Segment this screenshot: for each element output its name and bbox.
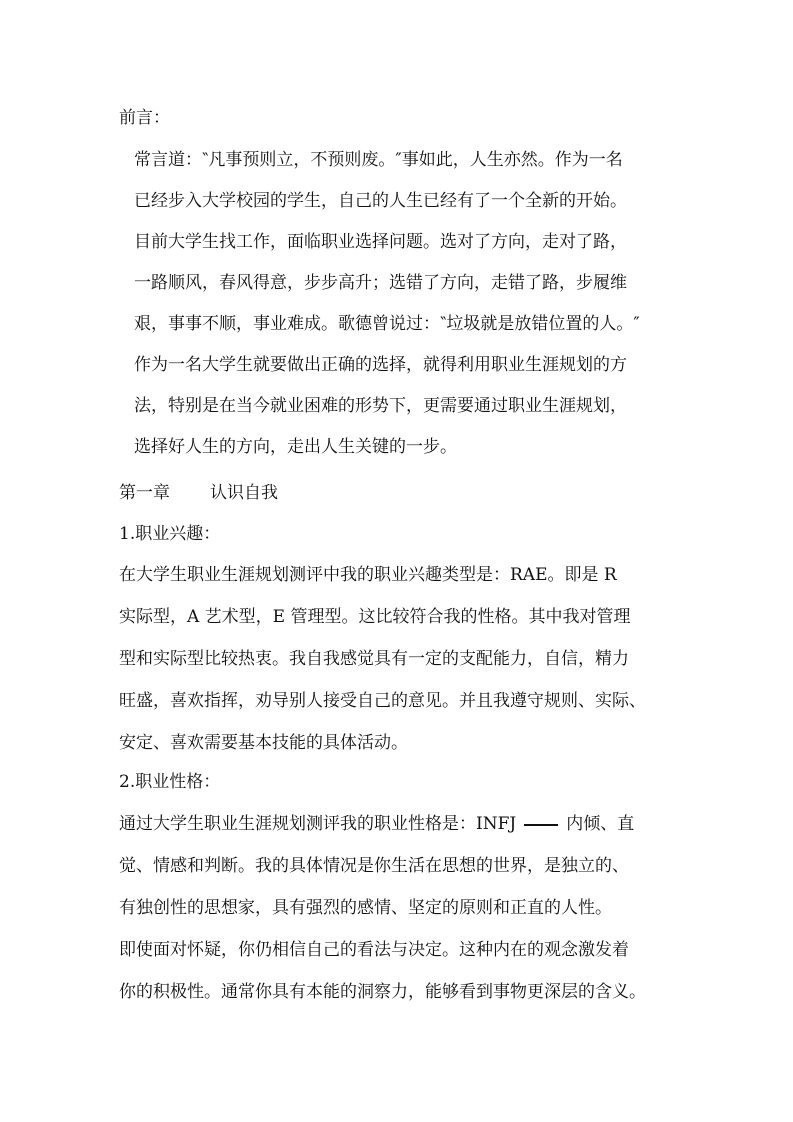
preface-line: 艰，事事不顺，事业难成。歌德曾说过：‶垃圾就是放错位置的人。″ bbox=[134, 314, 640, 334]
chapter-number: 第一章 bbox=[119, 483, 170, 503]
interest-line: 旺盛，喜欢指挥，劝导别人接受自己的意见。并且我遵守规则、实际、 bbox=[119, 691, 646, 711]
chapter-title: 认识自我 bbox=[210, 483, 278, 503]
preface-line: 已经步入大学校园的学生，自己的人生已经有了一个全新的开始。 bbox=[134, 191, 627, 211]
personality-line: 觉、情感和判断。我的具体情况是你生活在思想的世界，是独立的、 bbox=[119, 856, 629, 876]
dash-separator bbox=[524, 824, 558, 826]
preface-line: 作为一名大学生就要做出正确的选择，就得利用职业生涯规划的方 bbox=[134, 355, 627, 375]
interest-line: 型和实际型比较热衷。我自我感觉具有一定的支配能力，自信，精力 bbox=[119, 649, 629, 669]
chapter-heading bbox=[119, 481, 278, 505]
personality-line-end: 内倾、直 bbox=[566, 814, 635, 834]
personality-heading: 2.职业性格： bbox=[119, 772, 221, 792]
personality-line: 有独创性的思想家，具有强烈的感情、坚定的原则和正直的人性。 bbox=[119, 898, 612, 918]
preface-line: 常言道：‶凡事预则立，不预则废。″事如此，人生亦然。作为一名 bbox=[134, 150, 623, 170]
interest-heading: 1.职业兴趣： bbox=[119, 524, 221, 544]
preface-line: 目前大学生找工作，面临职业选择问题。选对了方向，走对了路， bbox=[134, 232, 627, 252]
personality-line: 即使面对怀疑，你仍相信自己的看法与决定。这种内在的观念激发着 bbox=[119, 940, 629, 960]
interest-line: 安定、喜欢需要基本技能的具体活动。 bbox=[119, 733, 408, 753]
personality-line-start: 通过大学生职业生涯规划测评我的职业性格是：INFJ bbox=[119, 814, 517, 834]
preface-body bbox=[134, 144, 674, 472]
personality-line bbox=[119, 807, 675, 849]
interest-line: 在大学生职业生涯规划测评中我的职业兴趣类型是：RAE。即是 R bbox=[119, 565, 617, 585]
interest-line: 实际型，A 艺术型，E 管理型。这比较符合我的性格。其中我对管理 bbox=[119, 607, 631, 627]
preface-line: 选择好人生的方向，走出人生关键的一步。 bbox=[134, 437, 457, 457]
personality-line: 你的积极性。通常你具有本能的洞察力，能够看到事物更深层的含义。 bbox=[119, 982, 646, 1002]
preface-line: 法，特别是在当今就业困难的形势下，更需要通过职业生涯规划， bbox=[134, 396, 627, 416]
personality-body bbox=[119, 807, 675, 1017]
preface-heading: 前言： bbox=[119, 108, 170, 128]
preface-line: 一路顺风，春风得意，步步高升；选错了方向，走错了路，步履维 bbox=[134, 273, 627, 293]
interest-body bbox=[119, 558, 675, 768]
